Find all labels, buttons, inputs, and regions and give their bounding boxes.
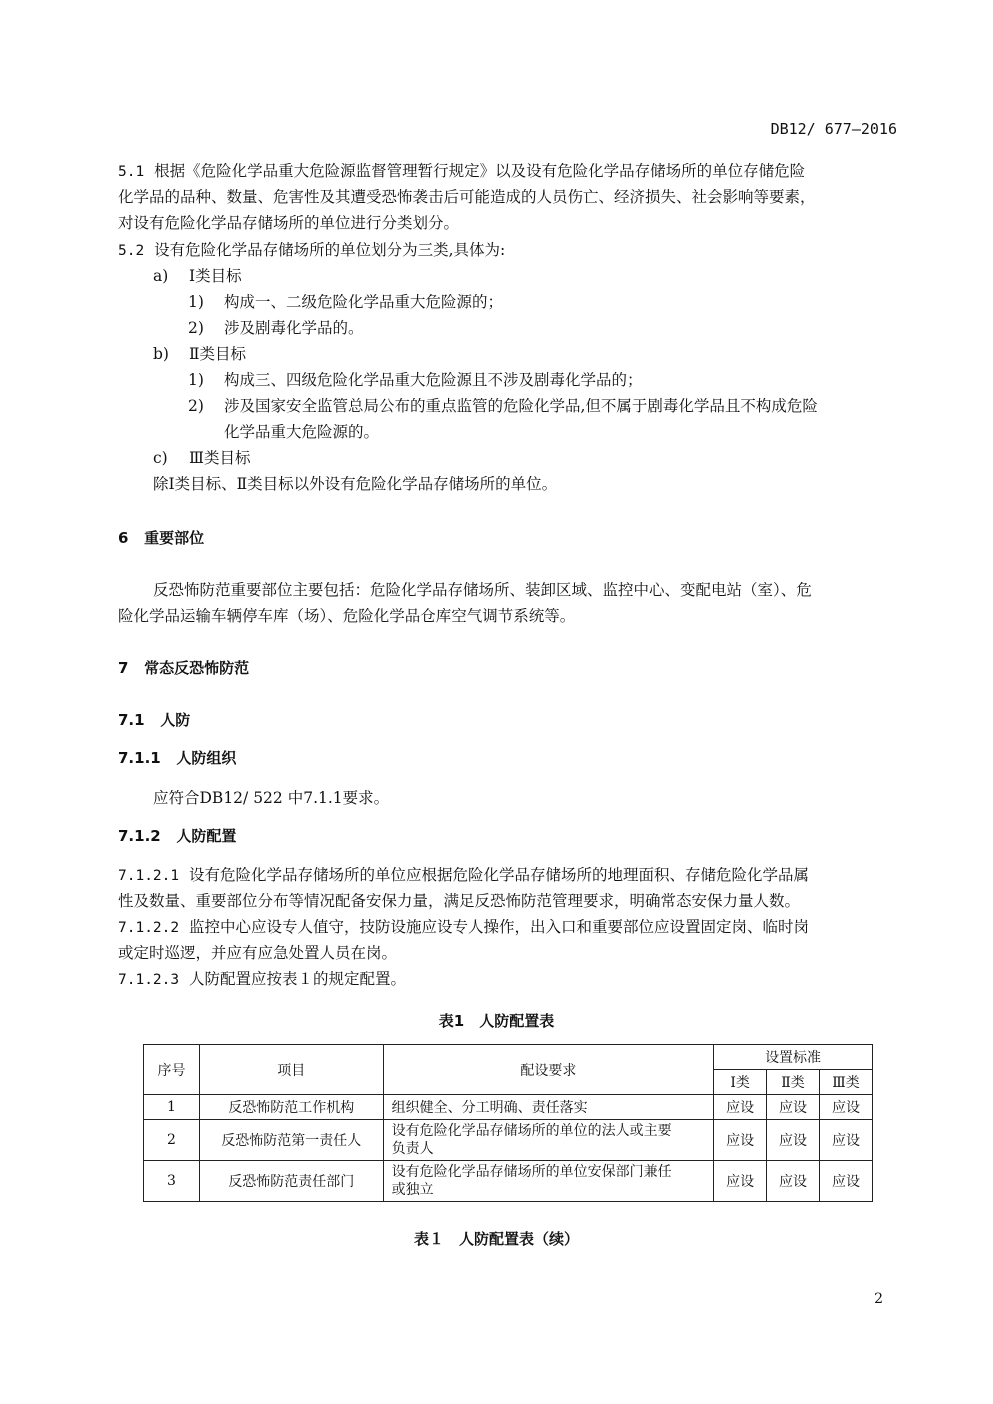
clause-7-1-2-1-line1: [118, 862, 809, 889]
cell-requirement: [383, 1161, 713, 1202]
header-class-3: Ⅲ类: [820, 1070, 873, 1095]
clause-number: 5.2: [118, 243, 145, 259]
section-6-heading: [118, 527, 204, 548]
cell-seq: 3: [144, 1161, 200, 1202]
header-item: 项目: [199, 1045, 383, 1095]
cell-class-2: 应设: [767, 1120, 820, 1161]
table-row: [144, 1161, 873, 1202]
section-7-1-heading: [118, 709, 190, 730]
clause-7-1-2-3: [118, 966, 406, 993]
list-item-a: [153, 263, 242, 289]
list-label: Ⅰ类目标: [189, 267, 242, 285]
list-subitem-a1: [188, 289, 503, 315]
section-7-1-1-text: 应符合DB12/ 522 中7.1.1要求。: [153, 789, 390, 807]
section-6-line1: 反恐怖防范重要部位主要包括：危险化学品存储场所、装卸区域、监控中心、变配电站（室）、危: [153, 581, 812, 599]
clause-5-1-line3: 对设有危险化学品存储场所的单位进行分类划分。: [118, 214, 460, 232]
section-title: 重要部位: [144, 529, 205, 547]
cell-item: 反恐怖防范责任部门: [199, 1161, 383, 1202]
section-title: 人防: [160, 711, 191, 729]
cell-item: 反恐怖防范第一责任人: [199, 1120, 383, 1161]
cell-class-1: 应设: [714, 1120, 767, 1161]
header-standard: 设置标准: [714, 1045, 873, 1070]
cell-requirement-line2: 或独立: [391, 1182, 434, 1198]
list-subitem-b2: [188, 393, 818, 419]
section-number: 6: [118, 529, 129, 547]
section-title: 常态反恐怖防范: [144, 659, 250, 677]
table-row: [144, 1120, 873, 1161]
list-text: 涉及剧毒化学品的。: [224, 319, 364, 337]
clause-number: 5.1: [118, 164, 145, 180]
list-label: Ⅲ类目标: [189, 449, 251, 467]
header-seq: 序号: [144, 1045, 200, 1095]
cell-class-2: 应设: [767, 1161, 820, 1202]
clause-7-1-2-2-line2: 或定时巡逻，并应有应急处置人员在岗。: [118, 944, 398, 962]
table-caption: 表1 人防配置表: [438, 1012, 555, 1030]
clause-text: 根据《危险化学品重大危险源监督管理暂行规定》以及设有危险化学品存储场所的单位存储危险: [154, 162, 806, 180]
clause-number: 7.1.2.3: [118, 972, 180, 988]
section-title: 人防配置: [176, 827, 237, 845]
section-title: 人防组织: [176, 749, 237, 767]
header-requirement: 配设要求: [383, 1045, 713, 1095]
cell-class-3: 应设: [820, 1120, 873, 1161]
list-text: 构成三、四级危险化学品重大危险源且不涉及剧毒化学品的；: [224, 371, 643, 389]
section-number: 7.1: [118, 711, 145, 729]
section-7-1-2-heading: [118, 825, 236, 846]
clause-5-1-line1: [118, 158, 805, 185]
clause-number: 7.1.2.1: [118, 868, 180, 884]
section-number: 7.1.1: [118, 749, 161, 767]
table-row: [144, 1095, 873, 1120]
cell-class-1: 应设: [714, 1161, 767, 1202]
list-marker: a): [153, 267, 169, 285]
list-text: 涉及国家安全监管总局公布的重点监管的危险化学品,但不属于剧毒化学品且不构成危险: [224, 397, 818, 415]
clause-5-1-line2: 化学品的品种、数量、危害性及其遭受恐怖袭击后可能造成的人员伤亡、经济损失、社会影响等要素，: [118, 188, 816, 206]
section-6-line2: 险化学品运输车辆停车库（场）、危险化学品仓库空气调节系统等。: [118, 607, 576, 625]
section-7-1-1-heading: [118, 747, 236, 768]
clause-7-1-2-2-line1: [118, 914, 809, 941]
header-class-1: Ⅰ类: [714, 1070, 767, 1095]
list-marker: 2): [188, 319, 204, 337]
page-number: 2: [874, 1291, 883, 1307]
section-7-heading: [118, 657, 249, 678]
cell-requirement-line1: 设有危险化学品存储场所的单位安保部门兼任: [391, 1164, 672, 1180]
section-number: 7: [118, 659, 129, 677]
section-number: 7.1.2: [118, 827, 161, 845]
cell-requirement: [383, 1120, 713, 1161]
list-item-b: [153, 341, 246, 367]
cell-class-2: 应设: [767, 1095, 820, 1120]
list-subitem-b1: [188, 367, 643, 393]
list-marker: b): [153, 345, 169, 363]
cell-item: 反恐怖防范工作机构: [199, 1095, 383, 1120]
clause-text: 监控中心应设专人值守，技防设施应设专人操作，出入口和重要部位应设置固定岗、临时岗: [188, 918, 809, 936]
header-class-2: Ⅱ类: [767, 1070, 820, 1095]
clause-7-1-2-1-line2: 性及数量、重要部位分布等情况配备安保力量，满足反恐怖防范管理要求，明确常态安保力量人数。: [118, 892, 801, 910]
list-marker: c): [153, 449, 168, 467]
list-text: 构成一、二级危险化学品重大危险源的；: [224, 293, 504, 311]
list-subitem-b2-cont: 化学品重大危险源的。: [224, 423, 380, 441]
list-marker: 1): [188, 293, 204, 311]
list-item-c-text: 除Ⅰ类目标、Ⅱ类目标以外设有危险化学品存储场所的单位。: [153, 475, 558, 493]
list-item-c: [153, 445, 250, 471]
table-caption-continued: 表１ 人防配置表（续）: [413, 1230, 579, 1248]
cell-seq: 1: [144, 1095, 200, 1120]
clause-5-2: [118, 237, 505, 264]
clause-text: 设有危险化学品存储场所的单位应根据危险化学品存储场所的地理面积、存储危险化学品属: [188, 866, 809, 884]
clause-text: 人防配置应按表１的规定配置。: [188, 970, 406, 988]
list-label: Ⅱ类目标: [189, 345, 247, 363]
cell-requirement: 组织健全、分工明确、责任落实: [383, 1095, 713, 1120]
cell-class-3: 应设: [820, 1095, 873, 1120]
personnel-config-table: [143, 1044, 873, 1202]
cell-seq: 2: [144, 1120, 200, 1161]
clause-text: 设有危险化学品存储场所的单位划分为三类,具体为:: [154, 241, 506, 259]
document-code: DB12/ 677—2016: [770, 120, 897, 138]
cell-requirement-line2: 负责人: [391, 1141, 434, 1157]
cell-class-1: 应设: [714, 1095, 767, 1120]
list-subitem-a2: [188, 315, 364, 341]
cell-class-3: 应设: [820, 1161, 873, 1202]
list-marker: 2): [188, 397, 204, 415]
cell-requirement-line1: 设有危险化学品存储场所的单位的法人或主要: [391, 1123, 672, 1139]
list-marker: 1): [188, 371, 204, 389]
clause-number: 7.1.2.2: [118, 920, 180, 936]
